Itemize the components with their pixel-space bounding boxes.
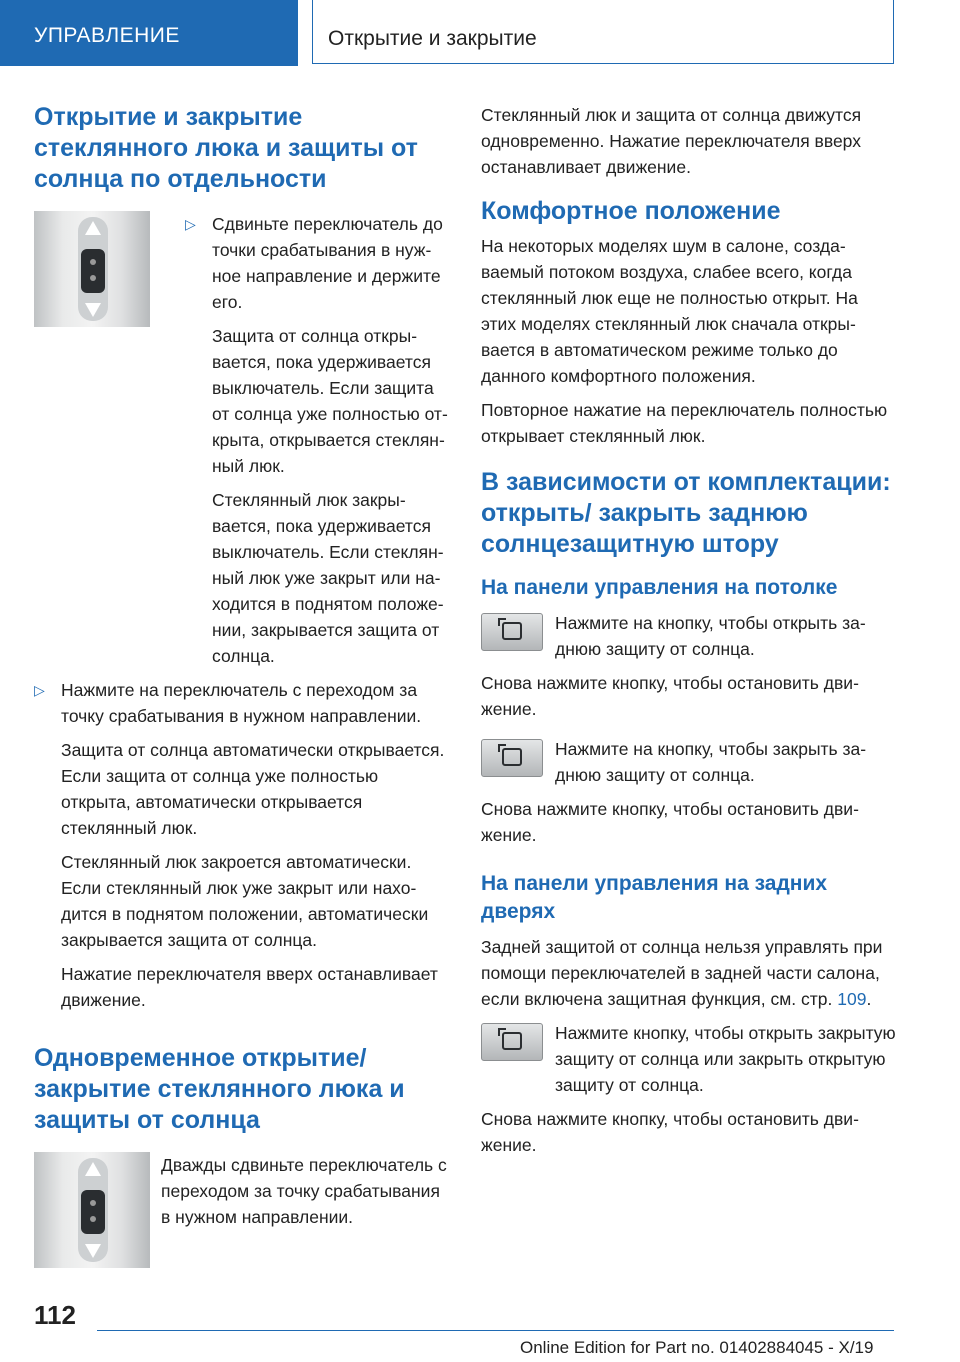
doors-text-end: .: [866, 989, 872, 1009]
roof-switch-image: [34, 1152, 150, 1268]
paragraph: Защита от солнца автоматически открывается. Если защита от солнца уже полностью открыта, автоматически открывается стеклянный люк.: [61, 740, 445, 838]
bullet-triangle-icon: ▷: [34, 682, 45, 698]
paragraph: Нажмите на кнопку, чтобы открыть заднюю защиту от солнца.: [555, 613, 866, 659]
sunblind-open-button-image: [481, 613, 543, 651]
left-column: [34, 102, 450, 1268]
arrow-down-icon: [85, 1244, 101, 1258]
sunblind-close-button-image: [481, 739, 543, 777]
doors-button-block: [481, 1020, 896, 1106]
arrow-up-icon: [85, 221, 101, 235]
page-number: 112: [34, 1300, 76, 1330]
roof-switch-image: [34, 211, 150, 327]
paragraph: Нажмите кнопку, чтобы открыть закрытую защиту от солнца или закрыть открытую защиту от солнца.: [555, 1023, 896, 1095]
doors-text: Задней защитой от солнца нельзя управлять при помощи переключателей в задней части салона, если включена защитная функция, см. стр.: [481, 937, 883, 1009]
sunblind-icon: [502, 1032, 522, 1050]
paragraph: Стеклянный люк закроется автоматически. Если стеклянный люк уже закрыт или находится в поднятом положении, автоматически закрывается защита от солнца.: [61, 852, 429, 950]
paragraph: Снова нажмите кнопку, чтобы остановить движение.: [481, 673, 859, 719]
right-column: [481, 102, 896, 1166]
paragraph: Дважды сдвиньте переключатель с переходом за точку срабатывания в нужном направлении.: [161, 1155, 447, 1227]
footer-edition: Online Edition for Part no. 01402884045 - X/19: [520, 1338, 874, 1357]
paragraph: Нажмите на кнопку, чтобы закрыть заднюю защиту от солнца.: [555, 739, 867, 785]
paragraph: Защита от солнца открывается, пока удерживается выключатель. Если защита от солнца уже полностью открыта, открывается стеклянный люк.: [212, 326, 448, 476]
paragraph: Снова нажмите кнопку, чтобы остановить движение.: [481, 1109, 859, 1155]
paragraph: Нажмите на переключатель с переходом за точку срабатывания в нужном направлении.: [61, 680, 422, 726]
header-chapter-label: Открытие и закрытие: [328, 27, 537, 50]
paragraph: Стеклянный люк закрывается, пока удерживается выключатель. Если стеклянный люк уже закрыт или находится в поднятом положении, закрывается защита от солнца.: [212, 490, 444, 666]
header-section-label: УПРАВЛЕНИЕ: [34, 24, 180, 47]
paragraph: [481, 934, 896, 1012]
paragraph: На некоторых моделях шум в салоне, создаваемый потоком воздуха, слабее всего, когда стеклянный люк еще не полностью открыт. На этих моделях стеклянный люк сначала открывается в автоматическом режиме только до данного комфортного положения.: [481, 236, 858, 386]
paragraph: Нажатие переключателя вверх останавливает движение.: [61, 964, 438, 1010]
heading-separate-control: Открытие и закрытие стеклянного люка и защиты от солнца по отдельности: [34, 103, 418, 193]
heading-rear-doors: На панели управления на задних дверях: [481, 872, 828, 923]
bullet-item: [34, 677, 450, 1021]
heading-simultaneous: Одновременное открытие/ закрытие стеклянного люка и защиты от солнца: [34, 1044, 405, 1134]
paragraph: Стеклянный люк и защита от солнца движутся одновременно. Нажатие переключателя вверх останавливает движение.: [481, 105, 862, 177]
header-section-tab: [0, 0, 298, 66]
header-chapter-tab: [312, 0, 894, 64]
bullet-item: [185, 211, 450, 677]
arrow-down-icon: [85, 303, 101, 317]
ceiling-open-block: [481, 610, 896, 670]
paragraph: Повторное нажатие на переключатель полностью открывает стеклянный люк.: [481, 400, 888, 446]
sunblind-icon: [502, 748, 522, 766]
heading-rear-blind: В зависимости от комплектации: открыть/ закрыть заднюю солнцезащитную штору: [481, 468, 891, 558]
page-reference-link[interactable]: 109: [837, 989, 867, 1009]
sunblind-icon: [502, 622, 522, 640]
ceiling-close-block: [481, 736, 896, 796]
heading-ceiling-panel: На панели управления на потолке: [481, 576, 838, 599]
paragraph: Снова нажмите кнопку, чтобы остановить движение.: [481, 799, 859, 845]
simultaneous-switch-block: [34, 1152, 450, 1268]
footer-divider: [97, 1330, 894, 1331]
door-sunblind-button-image: [481, 1023, 543, 1061]
heading-comfort: Комфортное положение: [481, 197, 781, 225]
separate-switch-block: [34, 211, 450, 677]
arrow-up-icon: [85, 1162, 101, 1176]
paragraph: Сдвиньте переключатель до точки срабатывания в нужное направление и держите его.: [212, 214, 443, 312]
bullet-triangle-icon: ▷: [185, 216, 196, 232]
